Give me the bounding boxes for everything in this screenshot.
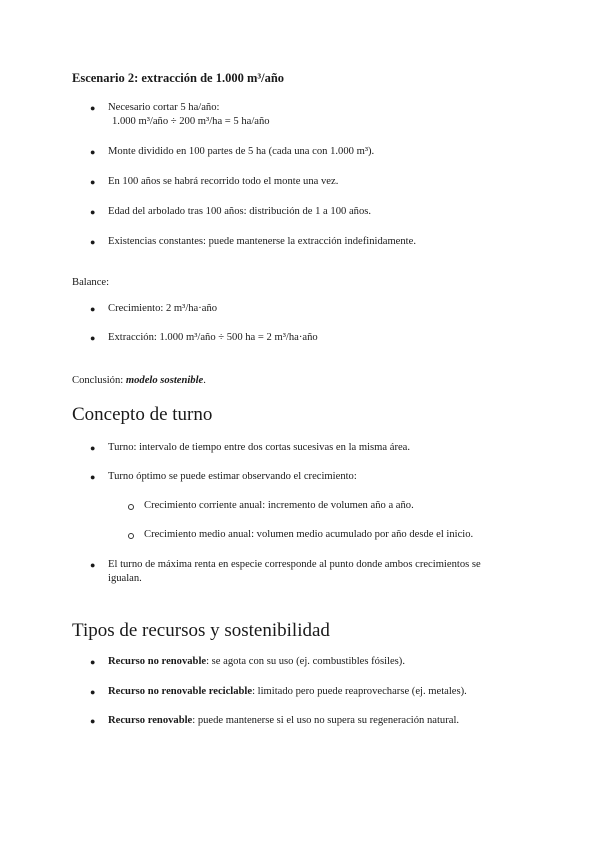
bullet-dot: ● — [90, 207, 96, 217]
sub-bullet-circle — [128, 504, 134, 510]
scenario-heading: Escenario 2: extracción de 1.000 m³/año — [72, 71, 285, 85]
bullet-dot: ● — [90, 716, 96, 726]
bullet-text: Extracción: 1.000 m³/año ÷ 500 ha = 2 m³/ha·año — [108, 332, 318, 343]
bullet-text: Edad del arbolado tras 100 años: distribución de 1 a 100 años. — [108, 206, 372, 217]
section-heading-turno: Concepto de turno — [72, 404, 213, 425]
bullet-text — [108, 714, 459, 728]
bullet-dot: ● — [90, 304, 96, 314]
bullet-dot: ● — [90, 687, 96, 697]
sub-bullet-text: Crecimiento corriente anual: incremento de volumen año a año. — [144, 500, 414, 511]
conclusion-bold: modelo sostenible — [125, 375, 204, 386]
bullet-text: Monte dividido en 100 partes de 5 ha (cada una con 1.000 m³). — [108, 146, 375, 157]
term-bold: Recurso renovable — [108, 715, 193, 726]
bullet-dot: ● — [90, 177, 96, 187]
bullet-text — [108, 685, 467, 699]
bullet-text: Crecimiento: 2 m³/ha·año — [108, 303, 218, 314]
bullet-text: El turno de máxima renta en especie corresponde al punto donde ambos crecimientos se — [108, 559, 481, 570]
conclusion-suffix: . — [203, 375, 206, 386]
term-bold: Recurso no renovable — [108, 656, 207, 667]
section-heading-recursos: Tipos de recursos y sostenibilidad — [72, 620, 330, 641]
conclusion-line — [72, 374, 206, 388]
sub-bullet-text: Crecimiento medio anual: volumen medio acumulado por año desde el inicio. — [144, 529, 474, 540]
term-definition: : limitado pero puede reaprovecharse (ej. metales). — [252, 686, 467, 697]
bullet-text: Turno: intervalo de tiempo entre dos cortas sucesivas en la misma área. — [108, 442, 411, 453]
bullet-dot: ● — [90, 237, 96, 247]
bullet-text: Necesario cortar 5 ha/año: — [108, 102, 220, 113]
bullet-text-continued: igualan. — [108, 573, 142, 584]
bullet-text: En 100 años se habrá recorrido todo el monte una vez. — [108, 176, 339, 187]
term-definition: : se agota con su uso (ej. combustibles fósiles). — [206, 656, 405, 667]
bullet-text-formula: 1.000 m³/año ÷ 200 m³/ha = 5 ha/año — [112, 116, 270, 127]
bullet-dot: ● — [90, 472, 96, 482]
bullet-dot: ● — [90, 657, 96, 667]
term-definition: : puede mantenerse si el uso no supera su regeneración natural. — [192, 715, 460, 726]
bullet-dot: ● — [90, 560, 96, 570]
bullet-text: Existencias constantes: puede mantenerse la extracción indefinidamente. — [108, 236, 416, 247]
bullet-dot: ● — [90, 443, 96, 453]
sub-bullet-circle — [128, 533, 134, 539]
bullet-dot: ● — [90, 103, 96, 113]
bullet-text — [108, 655, 405, 669]
bullet-text: Turno óptimo se puede estimar observando el crecimiento: — [108, 471, 357, 482]
bullet-dot: ● — [90, 147, 96, 157]
term-bold: Recurso no renovable reciclable — [108, 686, 253, 697]
balance-label: Balance: — [72, 277, 110, 288]
conclusion-prefix: Conclusión: — [72, 375, 126, 386]
bullet-dot: ● — [90, 333, 96, 343]
